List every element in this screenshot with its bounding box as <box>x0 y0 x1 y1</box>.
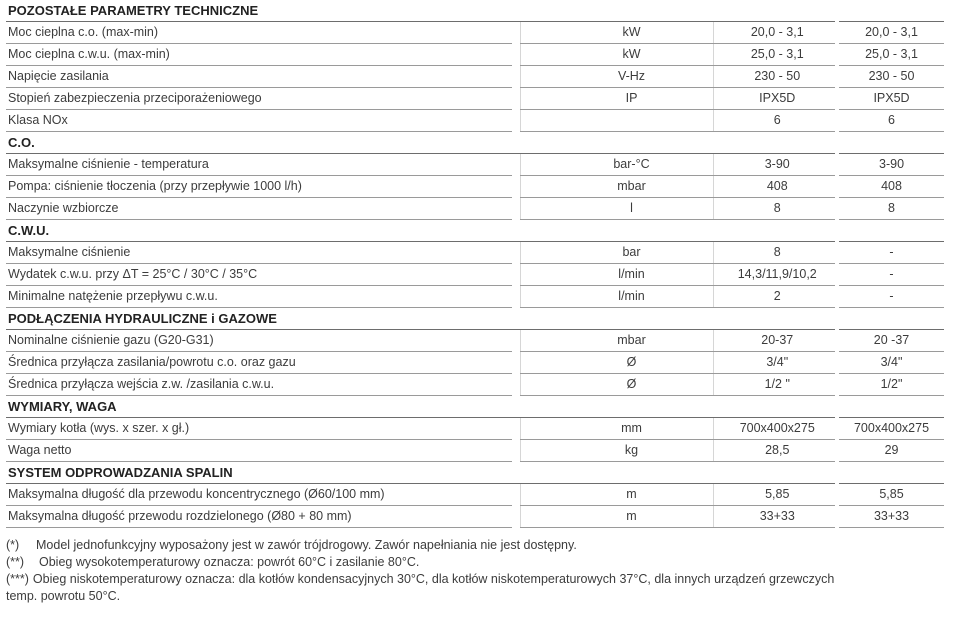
table-row <box>6 110 944 132</box>
table-row <box>6 198 944 220</box>
value-model-2: 20 -37 <box>837 330 944 352</box>
value-model-1: 3/4" <box>713 352 837 374</box>
param-name: Wymiary kotła (wys. x szer. x gł.) <box>6 418 512 440</box>
param-unit: mbar <box>520 176 713 198</box>
footnotes <box>6 537 951 605</box>
value-model-2: - <box>837 286 944 308</box>
section-title: POZOSTAŁE PARAMETRY TECHNICZNE <box>6 0 944 22</box>
param-name: Waga netto <box>6 440 512 462</box>
footnote-continuation: temp. powrotu 50°C. <box>6 589 121 603</box>
param-name: Maksymalne ciśnienie <box>6 242 512 264</box>
param-name: Stopień zabezpieczenia przeciporażeniowego <box>6 88 512 110</box>
value-model-2: 700x400x275 <box>837 418 944 440</box>
table-row <box>6 66 944 88</box>
table-row <box>6 506 944 528</box>
param-unit: Ø <box>520 352 713 374</box>
value-model-1: 25,0 - 3,1 <box>713 44 837 66</box>
value-model-2: 6 <box>837 110 944 132</box>
section-header <box>6 396 944 418</box>
section-title: C.W.U. <box>6 220 944 242</box>
param-unit: m <box>520 484 713 506</box>
param-name: Pompa: ciśnienie tłoczenia (przy przepływie 1000 l/h) <box>6 176 512 198</box>
table-row <box>6 88 944 110</box>
table-row <box>6 176 944 198</box>
value-model-2: 8 <box>837 198 944 220</box>
value-model-1: 20,0 - 3,1 <box>713 22 837 44</box>
table-row <box>6 374 944 396</box>
value-model-1: 408 <box>713 176 837 198</box>
footnote <box>6 571 951 588</box>
footnote <box>6 554 951 571</box>
param-unit: l/min <box>520 264 713 286</box>
value-model-1: IPX5D <box>713 88 837 110</box>
footnote-mark: (***) <box>6 572 29 586</box>
param-unit: mbar <box>520 330 713 352</box>
param-name: Średnica przyłącza zasilania/powrotu c.o. oraz gazu <box>6 352 512 374</box>
table-row <box>6 22 944 44</box>
value-model-2: 33+33 <box>837 506 944 528</box>
value-model-1: 1/2 " <box>713 374 837 396</box>
section-title: WYMIARY, WAGA <box>6 396 944 418</box>
table-row <box>6 154 944 176</box>
param-name: Maksymalne ciśnienie - temperatura <box>6 154 512 176</box>
footnote-text: Obieg wysokotemperaturowy oznacza: powrót 60°C i zasilanie 80°C. <box>39 555 420 569</box>
section-header <box>6 132 944 154</box>
footnote-mark: (**) <box>6 555 25 569</box>
parameters-table <box>6 0 944 528</box>
param-name: Maksymalna długość dla przewodu koncentrycznego (Ø60/100 mm) <box>6 484 512 506</box>
section-title: PODŁĄCZENIA HYDRAULICZNE i GAZOWE <box>6 308 944 330</box>
value-model-2: 5,85 <box>837 484 944 506</box>
table-row <box>6 330 944 352</box>
value-model-2: 230 - 50 <box>837 66 944 88</box>
section-header <box>6 462 944 484</box>
param-unit: V-Hz <box>520 66 713 88</box>
value-model-1: 8 <box>713 242 837 264</box>
param-unit: l/min <box>520 286 713 308</box>
footnote-text: Obieg niskotemperaturowy oznacza: dla kotłów kondensacyjnych 30°C, dla kotłów niskotemperaturowych 37°C, dla innych urządzeń grzewczych <box>32 572 835 586</box>
table-row <box>6 484 944 506</box>
param-name: Średnica przyłącza wejścia z.w. /zasilania c.w.u. <box>6 374 512 396</box>
value-model-1: 14,3/11,9/10,2 <box>713 264 837 286</box>
value-model-2: 408 <box>837 176 944 198</box>
section-header <box>6 308 944 330</box>
value-model-2: - <box>837 242 944 264</box>
section-header <box>6 0 944 22</box>
param-unit: kW <box>520 22 713 44</box>
param-name: Napięcie zasilania <box>6 66 512 88</box>
param-name: Maksymalna długość przewodu rozdzielonego (Ø80 + 80 mm) <box>6 506 512 528</box>
value-model-1: 28,5 <box>713 440 837 462</box>
value-model-1: 3-90 <box>713 154 837 176</box>
param-unit <box>520 110 713 132</box>
value-model-2: - <box>837 264 944 286</box>
value-model-1: 230 - 50 <box>713 66 837 88</box>
value-model-2: 20,0 - 3,1 <box>837 22 944 44</box>
section-title: SYSTEM ODPROWADZANIA SPALIN <box>6 462 944 484</box>
value-model-1: 2 <box>713 286 837 308</box>
param-name: Minimalne natężenie przepływu c.w.u. <box>6 286 512 308</box>
table-row <box>6 264 944 286</box>
value-model-2: 29 <box>837 440 944 462</box>
footnote-text: Model jednofunkcyjny wyposażony jest w zawór trójdrogowy. Zawór napełniania nie jest dostępny. <box>36 538 577 552</box>
value-model-1: 8 <box>713 198 837 220</box>
table-row <box>6 418 944 440</box>
param-name: Moc cieplna c.w.u. (max-min) <box>6 44 512 66</box>
table-row <box>6 44 944 66</box>
param-unit: bar <box>520 242 713 264</box>
value-model-1: 20-37 <box>713 330 837 352</box>
value-model-2: 25,0 - 3,1 <box>837 44 944 66</box>
value-model-1: 5,85 <box>713 484 837 506</box>
param-unit: l <box>520 198 713 220</box>
param-unit: mm <box>520 418 713 440</box>
param-name: Nominalne ciśnienie gazu (G20-G31) <box>6 330 512 352</box>
section-header <box>6 220 944 242</box>
value-model-1: 33+33 <box>713 506 837 528</box>
table-row <box>6 440 944 462</box>
value-model-1: 700x400x275 <box>713 418 837 440</box>
value-model-2: 3-90 <box>837 154 944 176</box>
footnote-mark: (*) <box>6 538 20 552</box>
value-model-2: 1/2" <box>837 374 944 396</box>
table-row <box>6 352 944 374</box>
param-unit: kg <box>520 440 713 462</box>
value-model-1: 6 <box>713 110 837 132</box>
param-name: Klasa NOx <box>6 110 512 132</box>
param-name: Moc cieplna c.o. (max-min) <box>6 22 512 44</box>
table-row <box>6 286 944 308</box>
section-title: C.O. <box>6 132 944 154</box>
param-unit: bar-°C <box>520 154 713 176</box>
value-model-2: IPX5D <box>837 88 944 110</box>
table-row <box>6 242 944 264</box>
param-unit: kW <box>520 44 713 66</box>
param-unit: IP <box>520 88 713 110</box>
param-unit: m <box>520 506 713 528</box>
param-unit: Ø <box>520 374 713 396</box>
value-model-2: 3/4" <box>837 352 944 374</box>
param-name: Naczynie wzbiorcze <box>6 198 512 220</box>
footnote <box>6 537 951 554</box>
param-name: Wydatek c.w.u. przy ΔT = 25°C / 30°C / 35°C <box>6 264 512 286</box>
